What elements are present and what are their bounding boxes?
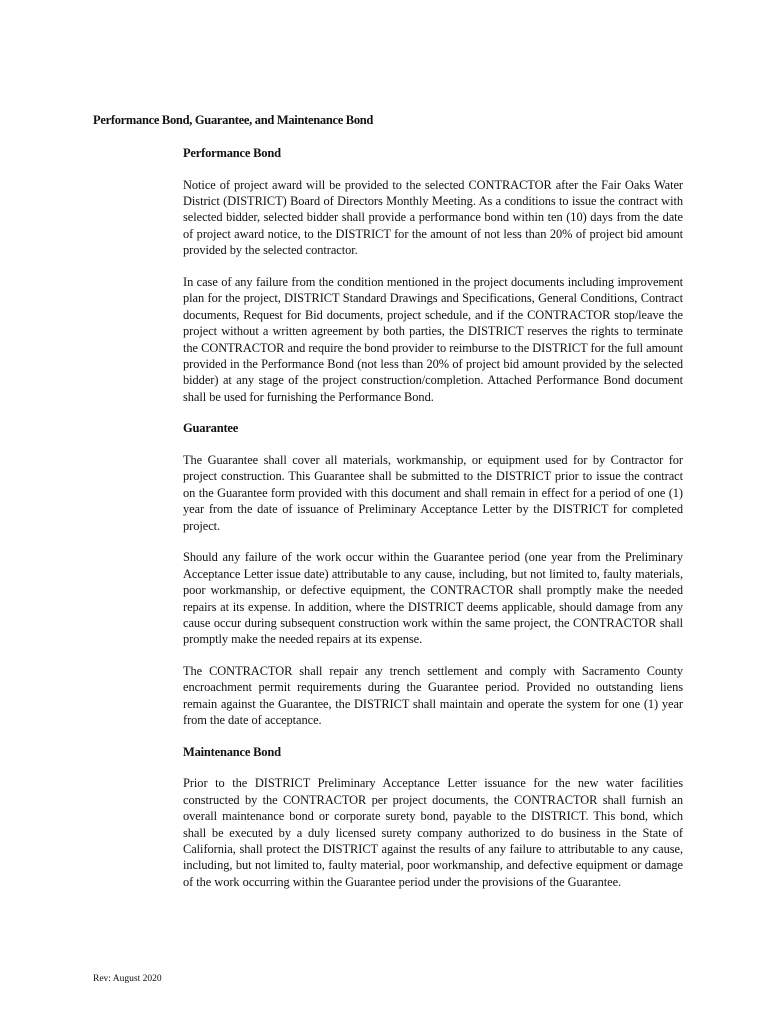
paragraph: In case of any failure from the condition mentioned in the project documents including improvement plan for the project, DISTRICT Standard Drawings and Specifications, General Conditions, Contract documents, Request for Bid documents, project schedule, and if the CONTRACTOR stop/leave the project without a written agreement by both parties, the DISTRICT reserves the rights to terminate the CONTRACTOR and require the bond provider to reimburse to the DISTRICT for the full amount provided in the Performance Bond (not less than 20% of project bid amount provided by the selected bidder) at any stage of the project construction/completion. Attached Performance Bond document shall be used for furnishing the Performance Bond. — [183, 274, 683, 404]
paragraph: Prior to the DISTRICT Preliminary Acceptance Letter issuance for the new water facilities constructed by the CONTRACTOR per project documents, the CONTRACTOR shall furnish an overall maintenance bond or corporate surety bond, payable to the DISTRICT. This bond, which shall be executed by a duly licensed surety company authorized to do business in the State of California, shall protect the DISTRICT against the results of any failure to attributable to any cause, including, but not limited to, faulty material, poor workmanship, and defective equipment or damage of the work occurring within the Guarantee period under the provisions of the Guarantee. — [183, 776, 683, 889]
section-heading: Guarantee — [183, 421, 239, 436]
paragraph: Notice of project award will be provided to the selected CONTRACTOR after the Fair Oaks Water District (DISTRICT) Board of Directors Monthly Meeting. As a conditions to issue the contract with selected bidder, selected bidder shall provide a performance bond within ten (10) days from the date of project award notice, to the DISTRICT for the amount of not less than 20% of project bid amount provided by the selected contractor. — [183, 177, 683, 258]
section-heading: Maintenance Bond — [183, 744, 281, 759]
paragraph: The Guarantee shall cover all materials, workmanship, or equipment used for by Contractor for project construction. This Guarantee shall be submitted to the DISTRICT prior to issue the contract on the Guarantee form provided with this document and shall remain in effect for a period of one (1) year from the date of issuance of Preliminary Acceptance Letter by the DISTRICT for completed project. — [183, 452, 683, 533]
paragraph: Should any failure of the work occur within the Guarantee period (one year from the Preliminary Acceptance Letter issue date) attributable to any cause, including, but not limited to, faulty materials, poor workmanship, or defective equipment, the CONTRACTOR shall promptly make the needed repairs at its expense. In addition, where the DISTRICT deems applicable, should damage from any cause occur during subsequent construction work within the same project, the CONTRACTOR shall promptly make the needed repairs at its expense. — [183, 550, 683, 647]
paragraph: The CONTRACTOR shall repair any trench settlement and comply with Sacramento County encroachment permit requirements during the Guarantee period. Provided no outstanding liens remain against the Guarantee, the DISTRICT shall maintain and operate the system for one (1) year from the date of acceptance. — [183, 663, 683, 728]
section-guarantee — [183, 420, 683, 728]
section-heading: Performance Bond — [183, 146, 281, 160]
revision-footer: Rev: August 2020 — [93, 974, 162, 984]
document-body — [183, 145, 683, 905]
section-maintenance-bond — [183, 744, 683, 891]
section-performance-bond — [183, 145, 683, 405]
document-title: Performance Bond, Guarantee, and Maintenance Bond — [93, 113, 374, 127]
